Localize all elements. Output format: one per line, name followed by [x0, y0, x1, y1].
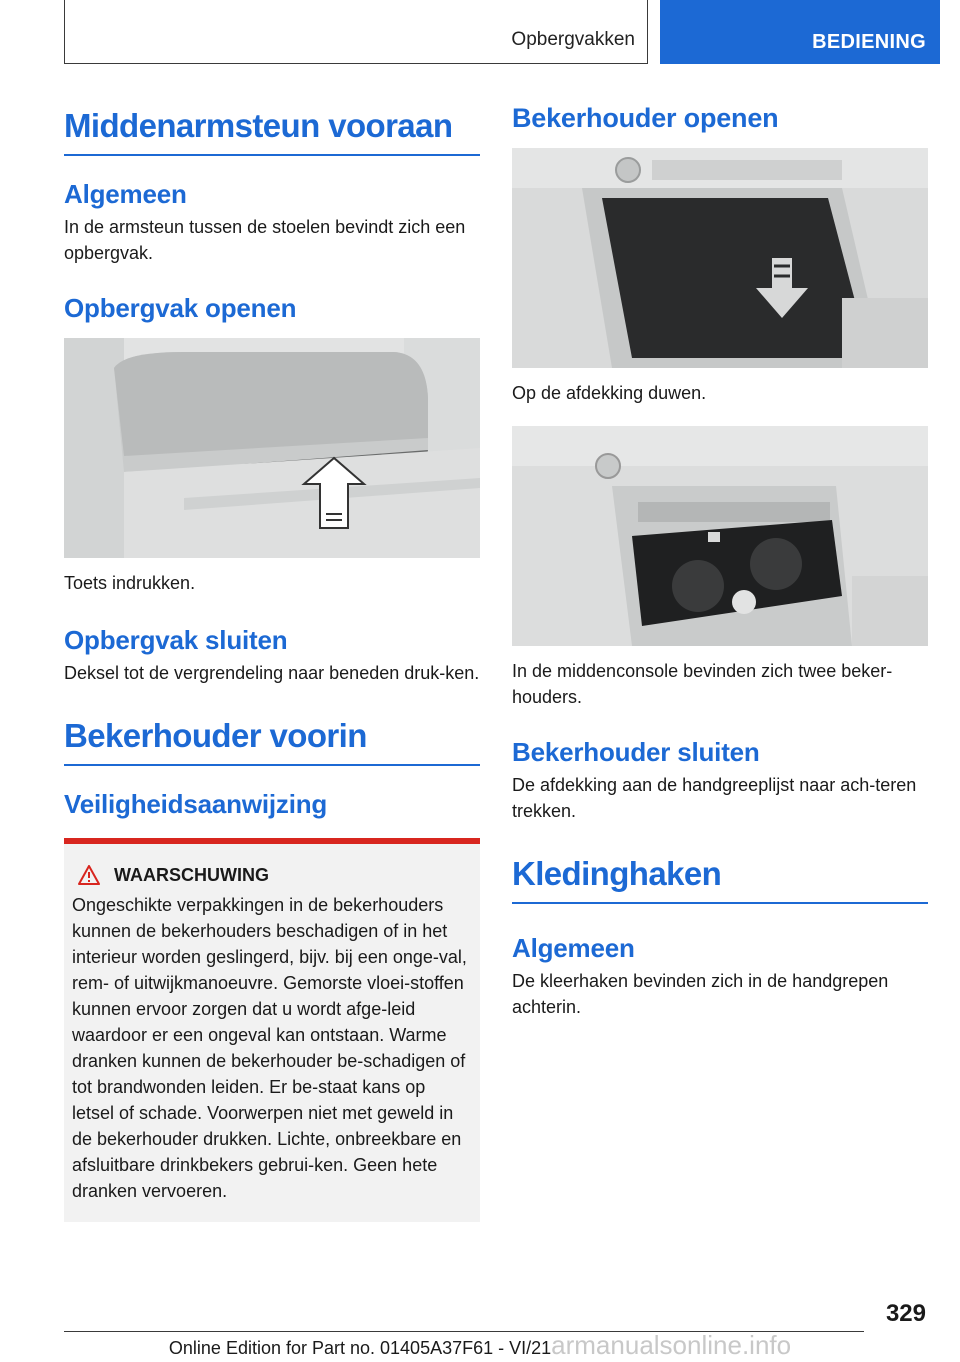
- close-cupholder-heading: Bekerhouder sluiten: [512, 737, 760, 767]
- warning-triangle-icon: [78, 865, 100, 885]
- right-column: [512, 96, 928, 1020]
- general-heading: Algemeen: [64, 179, 187, 209]
- warning-box: [64, 838, 480, 1222]
- page-number: 329: [885, 1300, 926, 1327]
- general-text: In de armsteun tussen de stoelen bevindt zich een opbergvak.: [64, 217, 466, 263]
- armrest-photo: [64, 338, 480, 558]
- header-chapter-tab: [660, 0, 940, 64]
- open-cupholder-heading: Bekerhouder openen: [512, 103, 779, 133]
- cupholder-cover-photo: [512, 148, 928, 368]
- left-column: [64, 96, 480, 1222]
- close-cupholder-text: De afdekking aan de handgreeplijst naar ach-teren trekken.: [512, 775, 917, 821]
- footer-watermark: armanualsonline.info: [551, 1330, 792, 1360]
- open-compartment-caption: Toets indrukken.: [64, 573, 196, 593]
- cupholder-title: Bekerhouder voorin: [64, 716, 480, 766]
- warning-title-row: [72, 862, 472, 888]
- safety-heading: Veiligheidsaanwijzing: [64, 789, 328, 819]
- close-compartment-heading: Opbergvak sluiten: [64, 625, 288, 655]
- open-compartment-heading: Opbergvak openen: [64, 293, 297, 323]
- open-cupholder-caption: Op de afdekking duwen.: [512, 383, 707, 403]
- footer-edition: Online Edition for Part no. 01405A37F61 - VI/21: [168, 1338, 552, 1358]
- header-section-box: [64, 0, 648, 64]
- close-compartment-text: Deksel tot de vergrendeling naar beneden druk-ken.: [64, 663, 480, 683]
- cupholders-photo: [512, 426, 928, 646]
- header-section-title: Opbergvakken: [511, 29, 635, 50]
- coat-hooks-text: De kleerhaken bevinden zich in de handgrepen achterin.: [512, 971, 889, 1017]
- coat-hooks-general-heading: Algemeen: [512, 933, 635, 963]
- cupholders-caption: In de middenconsole bevinden zich twee beker-houders.: [512, 661, 893, 707]
- header-chapter-title: BEDIENING: [812, 31, 926, 53]
- armrest-title: Middenarmsteun vooraan: [64, 106, 480, 156]
- footer-edition-line: [0, 1330, 960, 1360]
- coat-hooks-title: Kledinghaken: [512, 854, 928, 904]
- warning-title: WAARSCHUWING: [114, 865, 269, 885]
- warning-text: Ongeschikte verpakkingen in de bekerhouders kunnen de bekerhouders beschadigen of in het interieur worden geslingerd, bijv. bij een onge-val, rem- of uitwijkmanoeuvre. Gemorste vloei-stoffen kunnen ervoor zorgen dat u wordt afge-leid waardoor er een ongeval kan ontstaan. Warme dranken kunnen de bekerhouder be-schadigen of tot brandwonden leiden. Er be-staat kans op letsel of schade. Voorwerpen niet met geweld in de bekerhouder drukken. Lichte, onbreekbare en afsluitbare drinkbekers gebrui-ken. Geen hete dranken vervoeren.: [72, 895, 467, 1201]
